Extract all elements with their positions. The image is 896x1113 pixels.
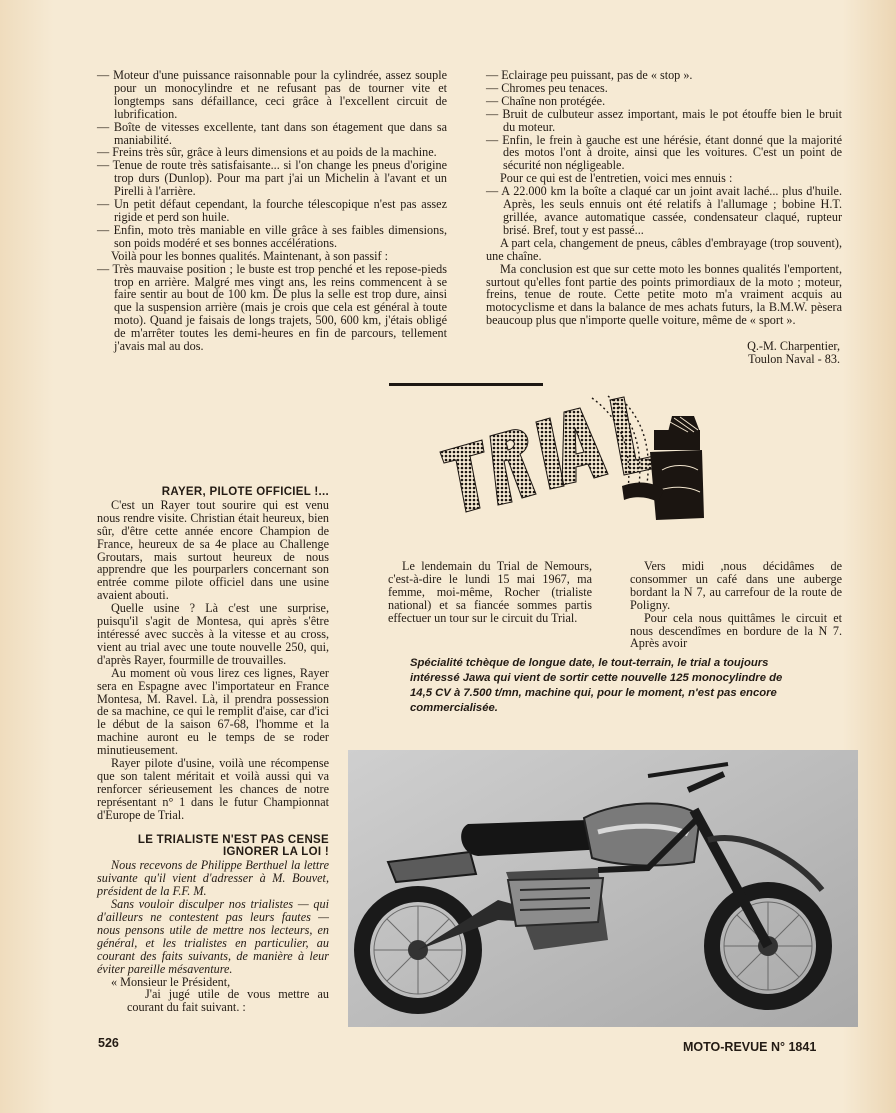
trial-logo-icon — [432, 390, 722, 542]
review-item: — Bruit de culbuteur assez important, mais le pot étouffe bien le bruit du moteur. — [486, 106, 842, 134]
review-item: — Enfin, moto très maniable en ville grâce à ses faibles dimensions, son poids modéré et ses bonnes accélérations. — [97, 222, 447, 250]
section-divider — [389, 383, 543, 386]
article-paragraph: C'est un Rayer tout sourire qui est venu nous rendre visite. Christian était heureux, bien sûr, d'être cette année encore Champion de France, heureux de sa 4e place au Challenge Groutars, mais surtout heureux de nous apprendre que les pourparlers concernant son entrée comme pilote officiel dans une usine avaient abouti. — [97, 497, 329, 603]
article-intro: Nous recevons de Philippe Berthuel la lettre suivante qu'il vient d'adresser à M. Bouvet, président de la F.F. M. — [97, 858, 329, 899]
review-item: — Eclairage peu puissant, pas de « stop ». — [486, 68, 693, 82]
signature-name: Q.-M. Charpentier, — [747, 339, 840, 353]
review-paragraph: A part cela, changement de pneus, câbles d'embrayage (trop souvent), une chaîne. — [486, 235, 842, 263]
review-item: — Chromes peu tenaces. — [486, 80, 608, 95]
trial-story-column-b — [630, 560, 842, 650]
trial-rider-illustration — [432, 390, 722, 542]
review-conclusion: Ma conclusion est que sur cette moto les bonnes qualités l'emportent, surtout qu'elles font partie des points primordiaux de la moto ; moteur, freins, tenue de route. Cette petite moto m'a vraiment acquis au motocyclisme et dans la balance de mes achats futurs, la B.M.W. pèsera beaucoup plus que n'importe quelle voiture, même de « sport ». — [486, 261, 842, 328]
review-paragraph: Voilà pour les bonnes qualités. Maintenant, à son passif : — [111, 248, 388, 263]
rayer-article — [97, 486, 329, 1014]
review-item: — Très mauvaise position ; le buste est trop penché et les repose-pieds trop en arrière. Malgré mes vingt ans, les reins commencent à se faire sentir au bout de 100 km. De plus la selle est trop dure, ainsi que la suspension arrière (mais je crois que cela est général à toute moto). Quand je faisais de longs trajets, 500, 600 km, j'étais obligé de m'arrêter toutes les demi-heures en fin de parcours, tellement j'avais mal au dos. — [97, 261, 447, 354]
review-paragraph: Pour ce qui est de l'entretien, voici mes ennuis : — [500, 171, 733, 186]
letter-salutation: « Monsieur le Président, — [111, 974, 231, 989]
article-paragraph: Au moment où vous lirez ces lignes, Rayer sera en Espagne avec l'importateur en France Montesa, M. Ravel. Là, il prendra possession de sa machine, ce qui le remplit d'aise, car d'ici le début de la saison 67-68, l'homme et la machine auront eu le temps de se roder minutieusement. — [97, 665, 329, 758]
review-item: — Enfin, le frein à gauche est une hérésie, étant donné que la majorité des motos l'ont à droite, ainsi que les voitures. C'est un point de sécurité non négligeable. — [486, 132, 842, 173]
article-paragraph: Rayer pilote d'usine, voilà une récompense que son talent méritait et voilà aussi qui va renforcer sérieusement les chances de notre représentant n° 1 dans le futur Championnat d'Europe de Trial. — [97, 756, 329, 822]
signature — [640, 340, 840, 366]
story-paragraph: Pour cela nous quittâmes le circuit et nous descendîmes en bordure de la N 7. Après avoir — [630, 610, 842, 651]
motorcycle-photo — [348, 750, 858, 1027]
story-paragraph: Vers midi ,nous décidâmes de consommer un café dans une auberge bordant la N 7, au carrefour de la route de Poligny. — [630, 559, 842, 612]
story-paragraph: Le lendemain du Trial de Nemours, c'est-à-dire le lundi 15 mai 1967, ma femme, moi-même, Rocher (trialiste national) et sa fiancée sommes partis effectuer un tour sur le circuit du Trial. — [388, 559, 592, 625]
article-paragraph: Quelle usine ? Là c'est une surprise, puisqu'il s'agit de Montesa, qui après s'être intéressé avec succès à la vitesse et au cross, vient au trial avec une toute nouvelle 250, qui, d'après Rayer, fourmille de trouvailles. — [97, 601, 329, 667]
page-number: 526 — [98, 1036, 119, 1050]
review-item: — Chaîne non protégée. — [486, 93, 606, 108]
letter-text: J'ai jugé utile de vous mettre au courant du fait suivant. : — [127, 987, 329, 1015]
review-column-right — [486, 69, 842, 327]
photo-caption: Spécialité tchèque de longue date, le tout-terrain, le trial a toujours intéressé Jawa qui vient de sortir cette nouvelle 125 monocylindre de 14,5 CV à 7.500 t/mn, machine qui, pour le moment, n'est pas encore commercialisée. — [410, 657, 783, 714]
rayer-heading: RAYER, PILOTE OFFICIEL !... — [161, 486, 329, 498]
review-item: — Un petit défaut cependant, la fourche télescopique n'est pas assez rigide et perd son huile. — [97, 197, 447, 224]
review-item: — Moteur d'une puissance raisonnable pour la cylindrée, assez souple pour un monocylindre et ne refusant pas de tourner vite et longtemps sans défaillance, ceci grâce à l'excellent circuit de lubrification. — [97, 68, 447, 121]
article-intro: Sans vouloir disculper nos trialistes — qui d'ailleurs ne contestent pas leurs fautes — nous pensons utile de mettre nos lecteurs, en général, et les trialistes en particulier, au courant des faits suivants, de manière à leur éviter pareille mésaventure. — [97, 897, 329, 976]
review-item: — Tenue de route très satisfaisante... si l'on change les pneus d'origine trop durs (Dunlop). Pour ma part j'ai un Michelin à l'avant et un Pirelli à l'arrière. — [97, 158, 447, 199]
signature-place: Toulon Naval - 83. — [748, 351, 840, 366]
review-item: — A 22.000 km la boîte a claqué car un joint avait laché... plus d'huile. Après, les seuls ennuis ont été relatifs à l'allumage ; bobine H.T. grillée, avance automatique cassée, condensateur claqué, rupteur brisé. Bref, tout y est passé... — [486, 184, 842, 237]
magazine-issue: MOTO-REVUE N° 1841 — [683, 1040, 817, 1054]
review-item: — Boîte de vitesses excellente, tant dans son étagement que dans sa maniabilité. — [97, 119, 447, 147]
trial-story-column-a — [388, 560, 592, 625]
review-column-left — [97, 69, 447, 353]
review-item: — Freins très sûr, grâce à leurs dimensions et au poids de la machine. — [97, 145, 437, 160]
trialiste-heading: LE TRIALISTE N'EST PAS CENSE IGNORER LA LOI ! — [137, 833, 329, 859]
motorcycle-icon — [348, 750, 858, 1027]
